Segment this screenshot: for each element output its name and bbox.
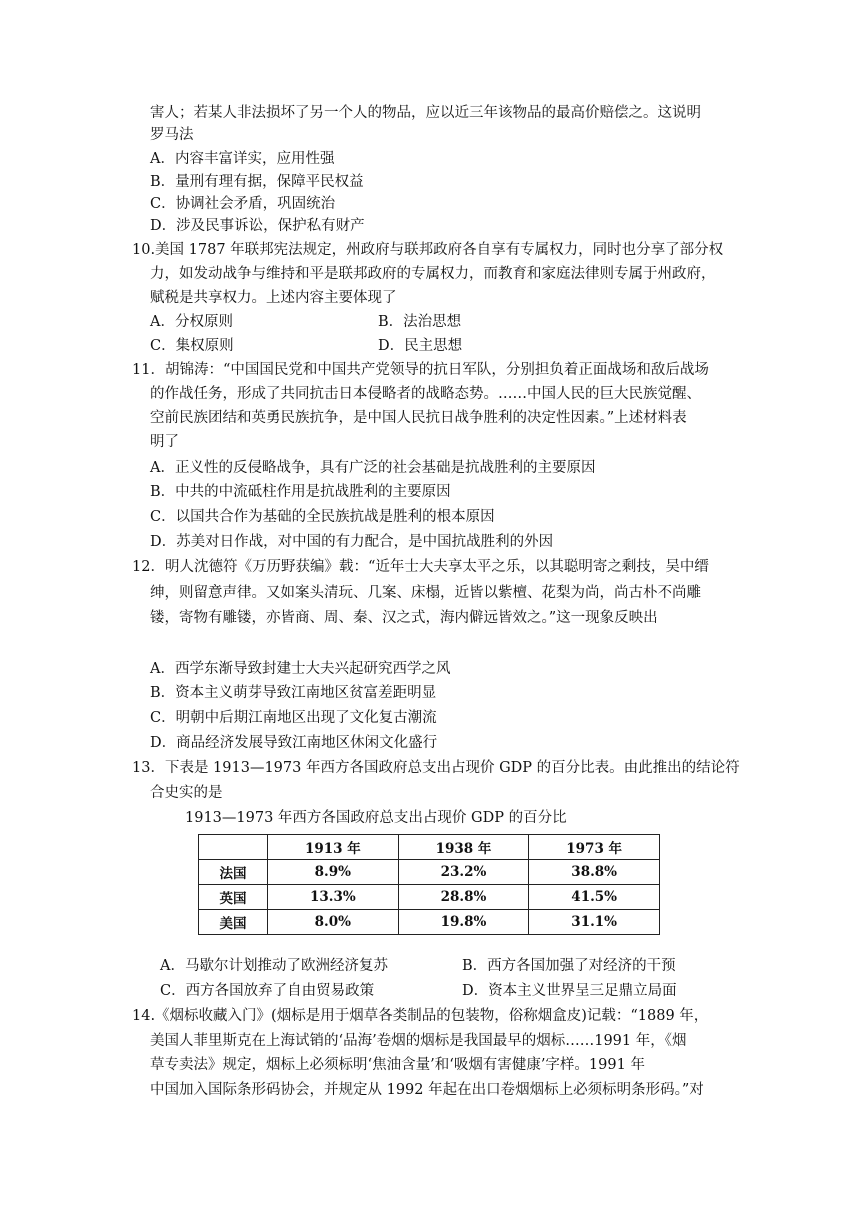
table-header-row — [199, 835, 660, 860]
table-cell: 19.8% — [398, 910, 529, 935]
gdp-table — [198, 834, 660, 935]
q11-text-line-1: 11．胡锦涛：“中国国民党和中国共产党领导的抗日军队，分别担负着正面战场和敌后战场 — [132, 362, 709, 378]
q13-text-line-1: 13．下表是 1913—1973 年西方各国政府总支出占现价 GDP 的百分比表。由此推出的结论符 — [132, 760, 740, 776]
q12-option-b: B．资本主义萌芽导致江南地区贫富差距明显 — [150, 685, 437, 701]
q9-option-b: B．量刑有理有据，保障平民权益 — [150, 174, 364, 190]
q13-option-b: B．西方各国加强了对经济的干预 — [462, 958, 676, 974]
table-cell-country: 法国 — [199, 860, 268, 885]
table-cell: 41.5% — [529, 885, 660, 910]
q9-option-d: D．涉及民事诉讼，保护私有财产 — [150, 218, 365, 234]
q13-table-title: 1913—1973 年西方各国政府总支出占现价 GDP 的百分比 — [185, 810, 567, 826]
q9-text-line-1: 害人；若某人非法损坏了另一个人的物品，应以近三年该物品的最高价赔偿之。这说明 — [150, 105, 701, 121]
q9-option-a: A．内容丰富详实，应用性强 — [150, 151, 335, 167]
table-cell: 23.2% — [398, 860, 529, 885]
q10-option-d: D．民主思想 — [378, 338, 463, 354]
q13-option-c: C．西方各国放弃了自由贸易政策 — [160, 983, 375, 999]
q11-text-line-2: 的作战任务，形成了共同抗击日本侵略者的战略态势。……中国人民的巨大民族觉醒、 — [150, 386, 701, 402]
table-header-1913: 1913 年 — [268, 835, 399, 860]
table-cell: 31.1% — [529, 910, 660, 935]
q14-text-line-3: 草专卖法》规定，烟标上必须标明‘焦油含量’和‘吸烟有害健康’字样。1991 年 — [150, 1057, 645, 1073]
table-row — [199, 910, 660, 935]
q12-option-d: D．商品经济发展导致江南地区休闲文化盛行 — [150, 735, 438, 751]
q11-option-d: D．苏美对日作战，对中国的有力配合，是中国抗战胜利的外因 — [150, 534, 554, 550]
q12-option-c: C．明朝中后期江南地区出现了文化复古潮流 — [150, 710, 437, 726]
q11-text-line-3: 空前民族团结和英勇民族抗争，是中国人民抗日战争胜利的决定性因素。”上述材料表 — [150, 410, 687, 426]
q13-option-d: D．资本主义世界呈三足鼎立局面 — [462, 983, 677, 999]
q12-text-line-2: 绅，则留意声律。又如案头清玩、几案、床榻，近皆以紫檀、花梨为尚，尚古朴不尚雕 — [150, 585, 701, 601]
q12-text-line-3: 镂，寄物有雕镂，亦皆商、周、秦、汉之式，海内僻远皆效之。”这一现象反映出 — [150, 610, 658, 626]
q13-text-line-2: 合史实的是 — [150, 785, 223, 801]
table-row — [199, 885, 660, 910]
table-header-1938: 1938 年 — [398, 835, 529, 860]
q14-text-line-4: 中国加入国际条形码协会，并规定从 1992 年起在出口卷烟烟标上必须标明条形码。”对 — [150, 1082, 704, 1098]
table-cell: 28.8% — [398, 885, 529, 910]
table-cell: 8.0% — [268, 910, 399, 935]
q12-text-line-1: 12．明人沈德符《万历野获编》载：“近年士大夫享太平之乐，以其聪明寄之剩技，吴中缙 — [132, 559, 709, 575]
q10-option-a: A．分权原则 — [150, 314, 233, 330]
q10-text-line-1: 10.美国 1787 年联邦宪法规定，州政府与联邦政府各自享有专属权力，同时也分享了部分权 — [132, 242, 724, 258]
table-cell: 13.3% — [268, 885, 399, 910]
q10-text-line-3: 赋税是共享权力。上述内容主要体现了 — [150, 290, 397, 306]
table-cell: 38.8% — [529, 860, 660, 885]
table-header-corner — [199, 835, 268, 860]
q11-option-b: B．中共的中流砥柱作用是抗战胜利的主要原因 — [150, 484, 451, 500]
q10-text-line-2: 力，如发动战争与维持和平是联邦政府的专属权力，而教育和家庭法律则专属于州政府， — [150, 266, 716, 282]
q13-option-a: A．马歇尔计划推动了欧洲经济复苏 — [160, 958, 388, 974]
q9-text-line-2: 罗马法 — [150, 127, 194, 143]
q14-text-line-1: 14.《烟标收藏入门》(烟标是用于烟草各类制品的包装物，俗称烟盒皮)记载：“1889 年， — [132, 1008, 709, 1024]
q11-option-c: C．以国共合作为基础的全民族抗战是胜利的根本原因 — [150, 509, 495, 525]
q12-option-a: A．西学东渐导致封建士大夫兴起研究西学之风 — [150, 661, 451, 677]
q10-option-b: B．法治思想 — [378, 314, 462, 330]
table-row — [199, 860, 660, 885]
table-header-1973: 1973 年 — [529, 835, 660, 860]
table-cell-country: 美国 — [199, 910, 268, 935]
q11-text-line-4: 明了 — [150, 434, 179, 450]
q9-option-c: C．协调社会矛盾，巩固统治 — [150, 196, 336, 212]
q14-text-line-2: 美国人菲里斯克在上海试销的‘品海’卷烟的烟标是我国最早的烟标……1991 年，《烟 — [150, 1033, 687, 1049]
q10-option-c: C．集权原则 — [150, 338, 234, 354]
table-cell: 8.9% — [268, 860, 399, 885]
table-cell-country: 英国 — [199, 885, 268, 910]
q11-option-a: A．正义性的反侵略战争，具有广泛的社会基础是抗战胜利的主要原因 — [150, 460, 596, 476]
